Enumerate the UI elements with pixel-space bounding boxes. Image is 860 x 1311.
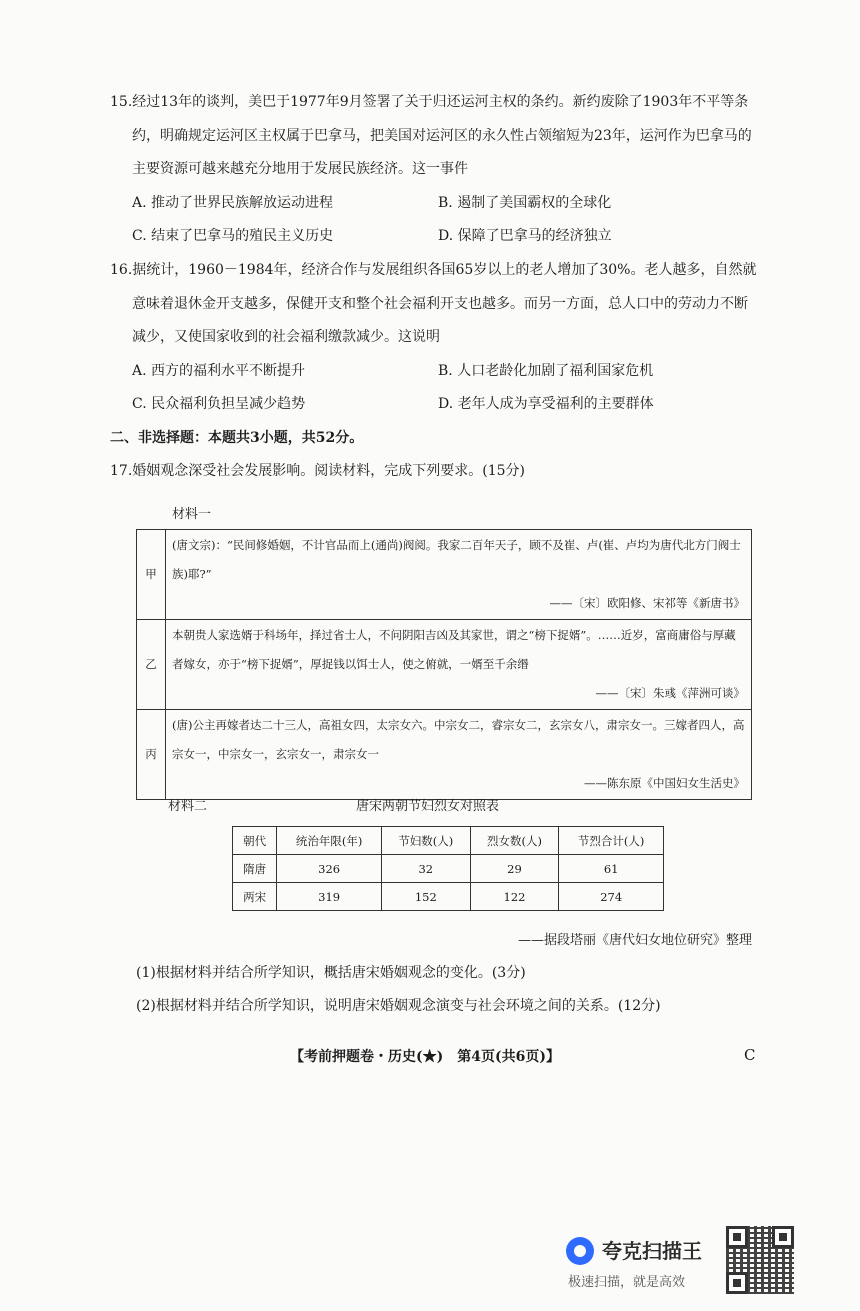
table-row [233,883,664,911]
header-cell: 节妇数(人) [381,827,470,855]
brand-logo-icon [566,1237,594,1265]
question-15-options [110,187,760,254]
cell: 两宋 [233,883,277,911]
cell: 29 [470,855,559,883]
table-row [137,530,752,620]
material-2-table [232,826,664,911]
qr-code-icon [726,1226,794,1294]
row-source: ——陈东原《中国妇女生活史》 [584,776,745,790]
question-16-options [110,355,760,422]
sub-question-2: (2)根据材料并结合所学知识，说明唐宋婚姻观念演变与社会环境之间的关系。(12分) [136,998,661,1014]
sub-question-1: (1)根据材料并结合所学知识，概括唐宋婚姻观念的变化。(3分) [136,965,526,981]
cell: 326 [277,855,382,883]
cell: 274 [559,883,664,911]
scanner-watermark [566,1235,716,1295]
cell: 32 [381,855,470,883]
row-source: ——〔宋〕朱彧《萍洲可谈》 [595,686,745,700]
header-cell: 朝代 [233,827,277,855]
qr-finder-icon [726,1272,748,1294]
table-header-row [233,827,664,855]
option-d: D. 保障了巴拿马的经济独立 [438,227,612,244]
header-cell: 统治年限(年) [277,827,382,855]
cell: 61 [559,855,664,883]
row-content [166,710,752,800]
option-c: C. 民众福利负担呈减少趋势 [132,395,306,412]
question-15 [110,86,760,254]
material-2-source: ——据段塔丽《唐代妇女地位研究》整理 [517,933,752,948]
brand-slogan: 极速扫描，就是高效 [568,1275,686,1290]
cell: 隋唐 [233,855,277,883]
option-a: A. 推动了世界民族解放运动进程 [132,194,334,211]
row-text: 本朝贵人家选婿于科场年，择过省士人，不问阴阳吉凶及其家世，谓之“榜下捉婿”。……近岁，富商庸俗与厚藏者嫁女，亦于“榜下捉婿”，厚捉钱以饵士人，使之俯就，一婿至千余缗 [172,628,736,671]
row-text: (唐)公主再嫁者达二十三人，高祖女四，太宗女六。中宗女二，睿宗女二，玄宗女八，肃宗女一。三嫁者四人，高宗女一，中宗女一，玄宗女一，肃宗女一 [172,718,745,761]
qr-finder-icon [772,1226,794,1248]
option-b: B. 遏制了美国霸权的全球化 [438,194,612,211]
row-key: 丙 [137,710,166,800]
row-content [166,620,752,710]
header-cell: 烈女数(人) [470,827,559,855]
question-15-stem: 15.经过13年的谈判，美巴于1977年9月签署了关于归还运河主权的条约。新约废除了1903年不平等条约，明确规定运河区主权属于巴拿马，把美国对运河区的永久性占领缩短为23年，运河作为巴拿马的主要资源可越来越充分地用于发展民族经济。这一事件 [110,94,752,177]
paper-version-letter: C [744,1046,756,1064]
qr-finder-icon [726,1226,748,1248]
question-16-stem: 16.据统计，1960－1984年，经济合作与发展组织各国65岁以上的老人增加了30%。老人越多，自然就意味着退休金开支越多，保健开支和整个社会福利开支也越多。而另一方面，总人口中的劳动力不断减少，又使国家收到的社会福利缴款减少。这说明 [110,262,757,345]
brand-name: 夸克扫描王 [602,1239,702,1263]
material-2-title: 唐宋两朝节妇烈女对照表 [356,799,500,814]
cell: 152 [381,883,470,911]
row-text: (唐文宗)：“民间修婚姻，不计官品而上(通尚)阀阅。我家二百年天子，顾不及崔、卢(崔、卢均为唐代北方门阀士族)耶?” [172,538,741,581]
option-c: C. 结束了巴拿马的殖民主义历史 [132,227,334,244]
row-key: 乙 [137,620,166,710]
option-a: A. 西方的福利水平不断提升 [132,362,306,379]
row-content [166,530,752,620]
material-1-table [136,529,752,800]
option-d: D. 老年人成为享受福利的主要群体 [438,395,654,412]
material-2-label: 材料二 [168,799,208,814]
table-row [233,855,664,883]
cell: 122 [470,883,559,911]
material-1-label: 材料一 [172,507,212,522]
page-footer: 【考前押题卷・历史(★) 第4页(共6页)】 [290,1049,560,1065]
table-row [137,620,752,710]
row-key: 甲 [137,530,166,620]
cell: 319 [277,883,382,911]
question-17-stem: 17.婚姻观念深受社会发展影响。阅读材料，完成下列要求。(15分) [110,463,526,479]
question-16 [110,254,760,422]
header-cell: 节烈合计(人) [559,827,664,855]
table-row [137,710,752,800]
row-source: ——〔宋〕欧阳修、宋祁等《新唐书》 [549,596,745,610]
option-b: B. 人口老龄化加剧了福利国家危机 [438,362,654,379]
section-heading: 二、非选择题：本题共3小题，共52分。 [110,430,364,446]
